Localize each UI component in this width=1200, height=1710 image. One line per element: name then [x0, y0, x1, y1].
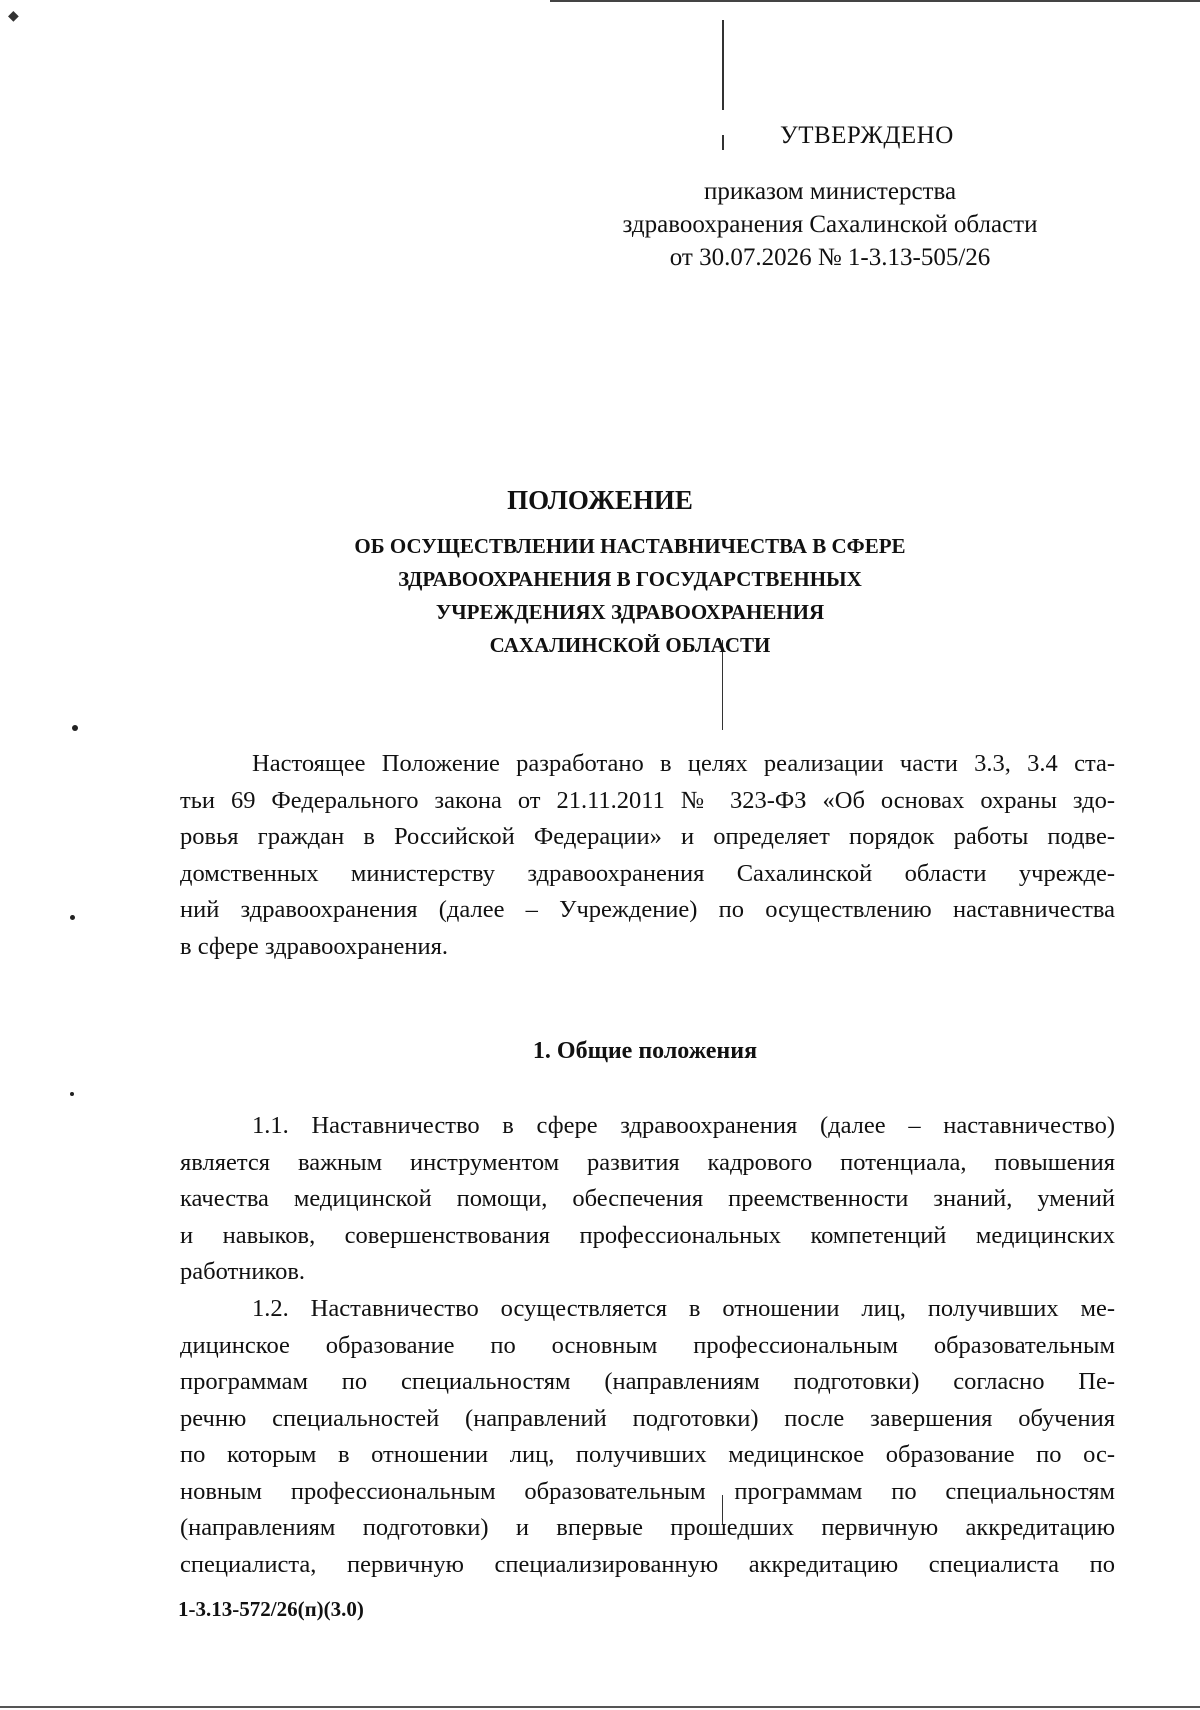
scan-speck: [70, 915, 75, 920]
document-code: 1-3.13-572/26(п)(3.0): [178, 1597, 364, 1621]
text-line: (направлениям подготовки) и впервые прошедших первичную аккредитацию: [180, 1514, 1115, 1541]
scan-edge-bottom: [0, 1706, 1200, 1708]
text-line: речню специальностей (направлений подготовки) после завершения обучения: [180, 1404, 1115, 1432]
text-line: работников.: [180, 1258, 306, 1285]
text-line: новным профессиональным образовательным программам по специальностям: [180, 1477, 1115, 1505]
text-line: 1.1. Наставничество в сфере здравоохранения (далее – наставничество): [252, 1112, 1115, 1139]
clause-1-1: [180, 1108, 1115, 1291]
document-title: ПОЛОЖЕНИЕ: [507, 485, 693, 515]
scan-speck: [70, 1092, 74, 1096]
section-heading: 1. Общие положения: [532, 1038, 758, 1064]
text-line: тьи 69 Федерального закона от 21.11.2011 № 323-ФЗ «Об основах охраны здо-: [180, 786, 1115, 814]
scan-speck: [72, 725, 78, 731]
text-line: дицинское образование по основным профессиональным образовательным: [180, 1331, 1115, 1359]
text-line: в сфере здравоохранения.: [180, 932, 448, 960]
scan-edge-top: [550, 0, 1200, 2]
text-line: ний здравоохранения (далее – Учреждение) по осуществлению наставничества: [180, 896, 1115, 923]
preamble-paragraph: [180, 746, 1115, 965]
text-line: качества медицинской помощи, обеспечения преемственности знаний, умений: [180, 1185, 1115, 1212]
text-line: домственных министерству здравоохранения Сахалинской области учрежде-: [180, 859, 1115, 887]
approval-line: приказом министерства: [703, 178, 957, 205]
subtitle-line: ОБ ОСУЩЕСТВЛЕНИИ НАСТАВНИЧЕСТВА В СФЕРЕ: [354, 534, 906, 558]
approval-block: [560, 175, 1100, 274]
scan-mark: ◆: [8, 9, 19, 24]
document-subtitle: [300, 530, 960, 662]
approval-heading: УТВЕРЖДЕНО: [780, 122, 954, 149]
text-line: 1.2. Наставничество осуществляется в отношении лиц, получивших ме-: [252, 1295, 1115, 1322]
subtitle-line: САХАЛИНСКОЙ ОБЛАСТИ: [489, 633, 771, 657]
text-line: по которым в отношении лиц, получивших медицинское образование по ос-: [180, 1441, 1115, 1468]
subtitle-line: ЗДРАВООХРАНЕНИЯ В ГОСУДАРСТВЕННЫХ: [398, 567, 862, 591]
fold-crease: [722, 135, 724, 150]
subtitle-line: УЧРЕЖДЕНИЯХ ЗДРАВООХРАНЕНИЯ: [435, 600, 825, 624]
clause-1-2: [180, 1291, 1115, 1583]
fold-crease: [722, 20, 724, 110]
text-line: Настоящее Положение разработано в целях реализации части 3.3, 3.4 ста-: [252, 750, 1115, 777]
text-line: программам по специальностям (направлениям подготовки) согласно Пе-: [180, 1368, 1115, 1395]
approval-line: здравоохранения Сахалинской области: [622, 211, 1038, 238]
text-line: является важным инструментом развития кадрового потенциала, повышения: [180, 1148, 1115, 1176]
text-line: ровья граждан в Российской Федерации» и определяет порядок работы подве-: [180, 823, 1115, 850]
approval-line: от 30.07.2026 № 1-3.13-505/26: [669, 244, 991, 271]
text-line: специалиста, первичную специализированную аккредитацию специалиста по: [180, 1550, 1115, 1578]
text-line: и навыков, совершенствования профессиональных компетенций медицинских: [180, 1221, 1115, 1249]
